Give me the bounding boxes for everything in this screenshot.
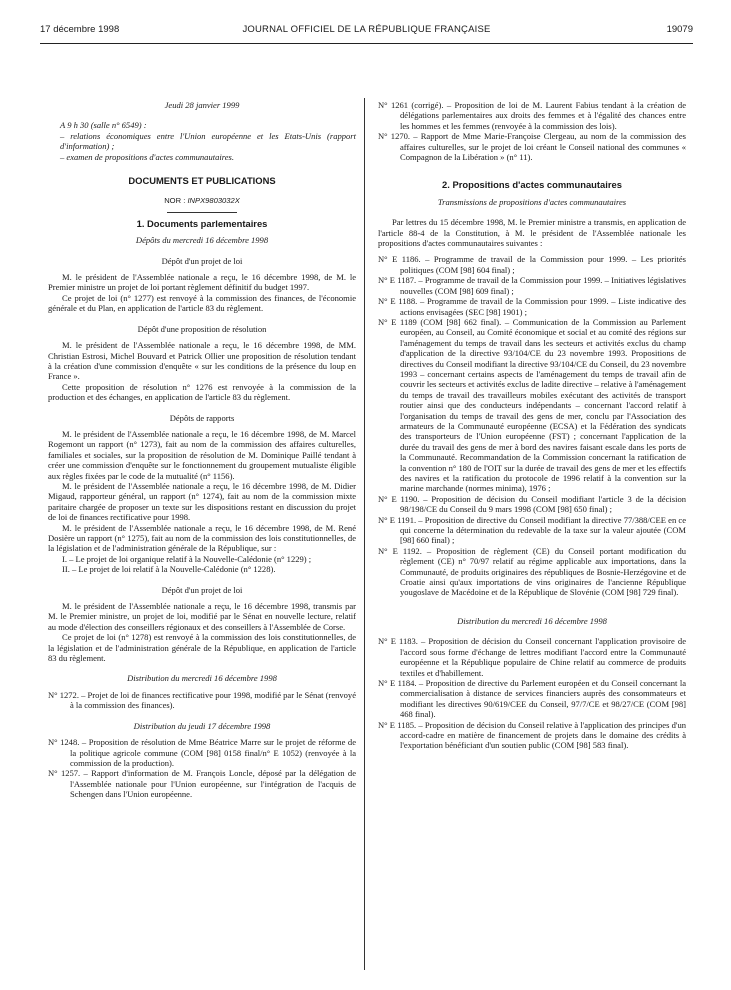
subheading-projet-de-loi: Dépôt d'un projet de loi bbox=[161, 255, 243, 266]
distribution-entry: N° 1272. – Projet de loi de finances rectificative pour 1998, modifié par le Sénat (renvoyé à la commission des finances). bbox=[48, 689, 356, 711]
deposits-title: Dépôts du mercredi 16 décembre 1998 bbox=[135, 235, 269, 246]
distribution-title: Distribution du mercredi 16 décembre 1998 bbox=[127, 673, 277, 684]
left-column bbox=[48, 100, 356, 800]
paragraph: M. le président de l'Assemblée nationale a reçu, le 16 décembre 1998, transmis par M. le Premier ministre, un projet de loi, modifié par le Sénat en nouvelle lecture, relatif au mode d'élection des conseillers régionaux et des conseillers à l'Assemblée de Corse. bbox=[48, 601, 356, 632]
paragraph: I. – Le projet de loi organique relatif à la Nouvelle-Calédonie (n° 1229) ; bbox=[62, 553, 312, 564]
paragraph: M. le président de l'Assemblée nationale a reçu, le 16 décembre 1998, de MM. Christian Estrosi, Michel Bouvard et Patrick Ollier une proposition de résolution tendant à la création d'une commission d'enquête « sur les conditions de la présence du loup en France ». bbox=[48, 340, 356, 382]
header-page-number: 19079 bbox=[666, 24, 693, 35]
distribution-entry: N° 1270. – Rapport de Mme Marie-Françoise Clergeau, au nom de la commission des affaires culturelles, sur le projet de loi créant le Conseil national des communes « Compagnon de la Libération » (n° 11). bbox=[378, 131, 686, 163]
agenda-item: – relations économiques entre l'Union européenne et les Etats-Unis (rapport d'information) ; bbox=[60, 130, 356, 152]
documents-title: DOCUMENTS ET PUBLICATIONS bbox=[128, 175, 276, 187]
distribution-entry: N° 1261 (corrigé). – Proposition de loi de M. Laurent Fabius tendant à la création de délégations parlementaires aux droits des femmes et à l'égalité des chances entre les hommes et les femmes (renvoyée à la commission des lois). bbox=[378, 100, 686, 131]
nor-reference bbox=[48, 196, 356, 206]
paragraph: Par lettres du 15 décembre 1998, M. le Premier ministre a transmis, en application de l'article 88-4 de la Constitution, à M. le président de l'Assemblée nationale les propositions d'actes communautaires suivantes : bbox=[378, 217, 686, 249]
act-entry: N° E 1187. – Programme de travail de la Commission pour 1999. – Initiatives législatives nouvelles (COM [98] 609 final) ; bbox=[378, 275, 686, 296]
right-column bbox=[378, 100, 686, 751]
meeting-agenda bbox=[48, 120, 356, 162]
agenda-item: – examen de propositions d'actes communautaires. bbox=[60, 151, 235, 162]
distribution-entry: N° 1248. – Proposition de résolution de Mme Béatrice Marre sur le projet de réforme de la politique agricole commune (COM [98] 0158 final/n° E 1052) (renvoyée à la commission de la production). bbox=[48, 737, 356, 768]
paragraph: Ce projet de loi (n° 1278) est renvoyé à la commission des lois constitutionnelles, de la législation et de l'administration générale de la République, en application de l'article 83 du règlement. bbox=[48, 632, 356, 664]
act-entry: N° E 1184. – Proposition de directive du Parlement européen et du Conseil concernant la commercialisation à distance de services financiers auprès des consommateurs et modifiant les directives 90/619/CEE du Conseil, 97/7/CE et 98/27/CE (COM [98] 468 final). bbox=[378, 677, 686, 720]
act-entry: N° E 1191. – Proposition de directive du Conseil modifiant la directive 77/388/CEE en ce qui concerne la détermination du redevable de la taxe sur la valeur ajoutée (COM [98] 660 final) ; bbox=[378, 514, 686, 546]
page-header bbox=[40, 24, 693, 44]
nor-label: NOR : bbox=[164, 196, 186, 206]
act-entry: N° E 1192. – Proposition de règlement (CE) du Conseil portant modification du règlement (CE) n° 70/97 relatif au régime applicable aux importations, dans la Communauté, de produits originaires des républiques de Bosnie-Herzégovine et de Croatie ainsi qu'aux importations de vins originaires de l'ancienne République yougoslave de Macédoine et de la République de Slovénie (COM [98] 729 final). bbox=[378, 545, 686, 598]
transmissions-title: Transmissions de propositions d'actes communautaires bbox=[437, 196, 627, 207]
paragraph: M. le président de l'Assemblée nationale a reçu, le 16 décembre 1998, de M. René Dosière un rapport (n° 1275), fait au nom de la commission des lois constitutionnelles, de la législation et de l'administration générale de la République, sur : bbox=[48, 522, 356, 554]
subheading-projet-de-loi-2: Dépôt d'un projet de loi bbox=[161, 584, 243, 595]
paragraph: Cette proposition de résolution n° 1276 est renvoyée à la commission de la production et des échanges, en application de l'article 83 du règlement. bbox=[48, 381, 356, 403]
header-date: 17 décembre 1998 bbox=[40, 24, 120, 35]
paragraph: Ce projet de loi (n° 1277) est renvoyé à la commission des finances, de l'économie générale et du Plan, en application de l'article 83 du règlement. bbox=[48, 292, 356, 314]
paragraph: M. le président de l'Assemblée nationale a reçu, le 16 décembre 1998, de M. le Premier ministre un projet de loi portant règlement définitif du budget 1997. bbox=[48, 272, 356, 293]
act-entry: N° E 1188. – Programme de travail de la Commission pour 1999. – Liste indicative des actions envisagées (SEC [98] 1901) ; bbox=[378, 296, 686, 317]
act-entry: N° E 1185. – Proposition de décision du Conseil relative à l'application des principes d'un accord-cadre en matière de financement de projets dans le domaine des crédits à l'exportation bénéficiant d'un soutien public (COM [98] 583 final). bbox=[378, 719, 686, 751]
paragraph: II. – Le projet de loi relatif à la Nouvelle-Calédonie (n° 1228). bbox=[62, 564, 276, 575]
act-entry: N° E 1186. – Programme de travail de la Commission pour 1999. – Les priorités politiques (COM [98] 604 final) ; bbox=[378, 254, 686, 275]
paragraph: M. le président de l'Assemblée nationale a reçu, le 16 décembre 1998, de M. Didier Migaud, rapporteur général, un rapport (n° 1274), fait au nom de la commission mixte paritaire chargée de proposer un texte sur les dispositions restant en discussion du projet de loi de finances rectificative pour 1998. bbox=[48, 480, 356, 523]
section-2-title: 2. Propositions d'actes communautaires bbox=[442, 179, 622, 191]
agenda-item: A 9 h 30 (salle n° 6549) : bbox=[60, 120, 147, 131]
act-entry: N° E 1189 (COM [98] 662 final). – Communication de la Commission au Parlement européen, au Conseil, au Comité économique et social et au comité des régions sur l'aménagement du temps de travail dans les secteurs et activités exclus du champ d'application de la directive 93/104/CE du 23 novembre 1993. Propositions de directives du Conseil modifiant la directive 93/104/CE du Conseil, du 23 novembre 1993 – concernant certains aspects de l'aménagement du temps de travail afin de couvrir les secteurs et activités exclus de ladite directive – relative à l'aménagement du temps de travail des travailleurs mobiles exécutant des activités de transport routier ainsi que des conducteurs indépendants – concernant l'accord relatif à l'organisation du temps de travail des gens de mer, conclu par l'Association des armateurs de la Communauté européenne (ECSA) et la Fédération des syndicats des transporteurs de l'Union européenne (FST) ; concernant l'application de la durée du travail des gens de mer à bord des navires faisant escale dans les ports de la Communauté. Recommandation de la Commission concernant la ratification de la convention n° 180 de l'OIT sur la durée de travail des gens de mer et les effectifs des navires et la ratification du protocole de 1996 relatif à la convention sur la marine marchande (normes minima), 1976 ; bbox=[378, 316, 686, 494]
nor-code: INPX9803032X bbox=[187, 196, 240, 206]
distribution-title: Distribution du jeudi 17 décembre 1998 bbox=[133, 720, 271, 731]
distribution-entry: N° 1257. – Rapport d'information de M. François Loncle, déposé par la délégation de l'Assemblée nationale pour l'Union européenne, sur l'intégration de l'acquis de Schengen dans l'Union européenne. bbox=[48, 768, 356, 800]
distribution-title: Distribution du mercredi 16 décembre 1998 bbox=[457, 615, 607, 626]
header-journal-title: JOURNAL OFFICIEL DE LA RÉPUBLIQUE FRANÇAISE bbox=[242, 24, 491, 35]
act-entry: N° E 1183. – Proposition de décision du Conseil concernant l'application provisoire de l'accord sous forme d'échange de lettres modifiant l'accord entre la Communauté européenne et la République populaire de Chine relatif au commerce de produits textiles et d'habillement. bbox=[378, 636, 686, 678]
act-entry: N° E 1190. – Proposition de décision du Conseil modifiant l'article 3 de la décision 98/198/CE du Conseil du 9 mars 1998 (COM [98] 650 final) ; bbox=[378, 493, 686, 515]
paragraph: M. le président de l'Assemblée nationale a reçu, le 16 décembre 1998, de M. Marcel Rogemont un rapport (n° 1273), fait au nom de la commission des affaires culturelles, familiales et sociales, sur la proposition de résolution de M. Dominique Paillé tendant à créer une commission d'enquête sur le fonctionnement du groupement mutualiste éligible aux règles fixées par le code de la mutualité (n° 1156). bbox=[48, 428, 356, 481]
separator bbox=[167, 212, 237, 213]
section-1-title: 1. Documents parlementaires bbox=[136, 217, 268, 229]
meeting-date: Jeudi 28 janvier 1999 bbox=[164, 100, 240, 110]
subheading-proposition-resolution: Dépôt d'une proposition de résolution bbox=[137, 323, 267, 334]
column-divider bbox=[364, 98, 365, 970]
subheading-rapports: Dépôts de rapports bbox=[169, 412, 235, 423]
